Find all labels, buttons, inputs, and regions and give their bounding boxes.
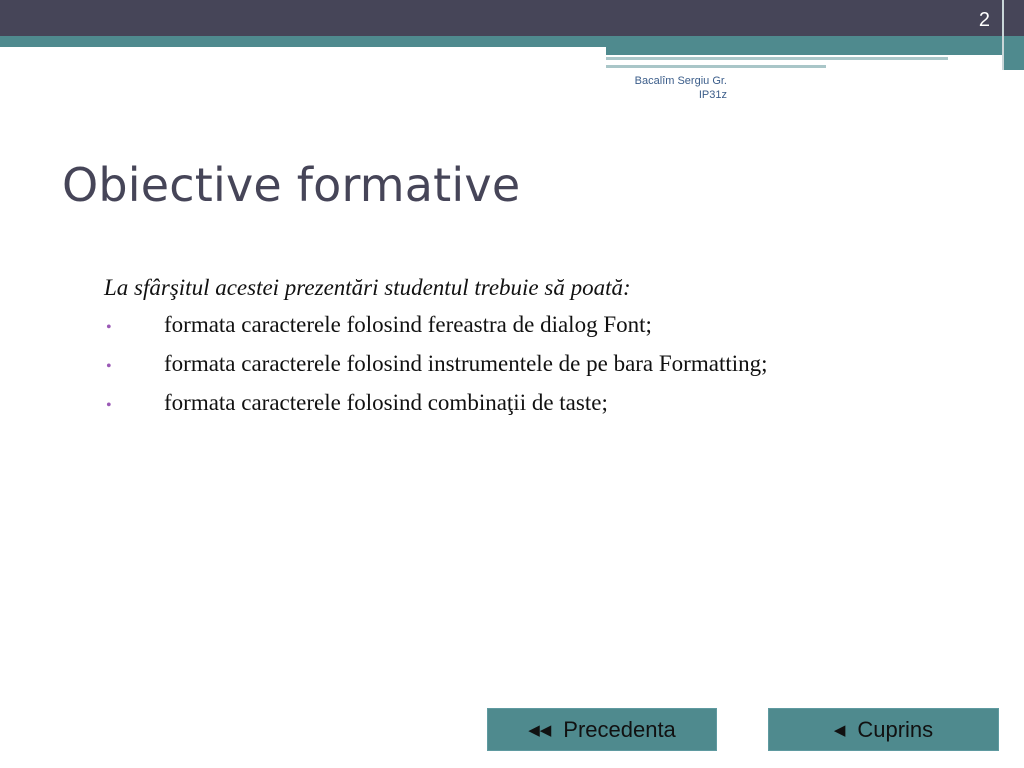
header-bar bbox=[0, 0, 1024, 36]
list-item-text: formata caracterele folosind fereastra de dialog Font; bbox=[164, 312, 652, 337]
author-footer bbox=[600, 74, 727, 102]
list-item bbox=[104, 312, 768, 351]
slide-title: Obiective formative bbox=[62, 158, 521, 212]
bullet-icon: • bbox=[106, 319, 112, 336]
double-left-arrow-icon: ◀◀ bbox=[528, 721, 552, 739]
cuprins-label: Cuprins bbox=[857, 716, 934, 742]
slide-number: 2 bbox=[978, 9, 990, 31]
list-item bbox=[104, 390, 768, 429]
author-group: IP31z bbox=[698, 89, 727, 101]
header-teal-accent bbox=[606, 47, 1024, 55]
intro-text: La sfârşitul acestei prezentări studentul trebuie să poată: bbox=[104, 275, 631, 300]
header-corner-block bbox=[1004, 36, 1024, 70]
header-decor-line bbox=[606, 57, 948, 60]
list-item bbox=[104, 351, 768, 390]
bullet-icon: • bbox=[106, 397, 112, 414]
header-decor-line bbox=[606, 65, 826, 68]
list-item-text: formata caracterele folosind combinaţii de taste; bbox=[164, 390, 608, 415]
left-arrow-icon: ◀ bbox=[833, 721, 846, 739]
header-corner-line bbox=[1002, 0, 1004, 70]
author-name: Bacalîm Sergiu Gr. bbox=[634, 75, 727, 87]
precedenta-label: Precedenta bbox=[563, 716, 676, 742]
bullet-icon: • bbox=[106, 358, 112, 375]
header-teal-band bbox=[0, 36, 1024, 47]
precedenta-button[interactable] bbox=[487, 708, 717, 751]
objectives-list bbox=[104, 312, 768, 429]
cuprins-button[interactable] bbox=[768, 708, 999, 751]
list-item-text: formata caracterele folosind instrumentele de pe bara Formatting; bbox=[164, 351, 768, 376]
